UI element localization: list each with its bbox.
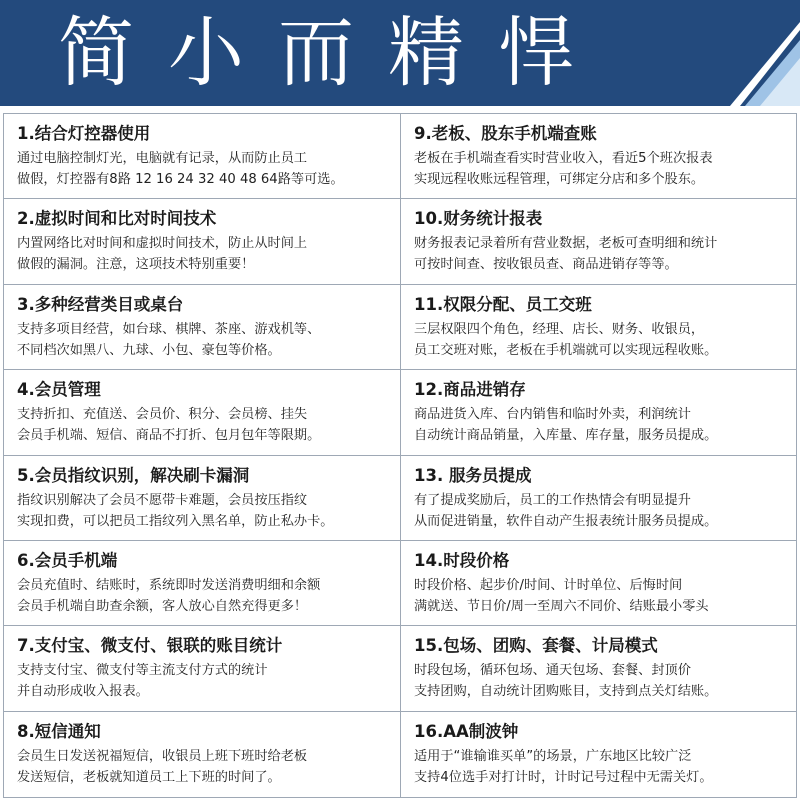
feature-description-line: 会员生日发送祝福短信，收银员上班下班时给老板 bbox=[17, 748, 308, 764]
feature-title: 14.时段价格 bbox=[414, 550, 510, 570]
feature-cell bbox=[401, 199, 797, 284]
feature-description-line: 满就送、节日价/周一至周六不同价、结账最小零头 bbox=[414, 598, 709, 614]
feature-title: 5.会员指纹识别，解决刷卡漏洞 bbox=[17, 465, 250, 485]
feature-description-line: 做假的漏洞。注意，这项技术特别重要！ bbox=[17, 257, 255, 273]
feature-description-line: 会员手机端、短信、商品不打折、包月包年等限期。 bbox=[17, 428, 321, 444]
feature-description-line: 财务报表记录着所有营业数据，老板可查明细和统计 bbox=[414, 236, 718, 252]
feature-cell bbox=[401, 541, 797, 626]
feature-description-line: 员工交班对账，老板在手机端就可以实现远程收账。 bbox=[414, 342, 718, 358]
feature-cell bbox=[4, 114, 401, 199]
feature-description bbox=[414, 148, 787, 190]
feature-description bbox=[17, 490, 390, 532]
feature-cell bbox=[4, 199, 401, 284]
feature-title: 10.财务统计报表 bbox=[414, 209, 543, 229]
feature-description bbox=[17, 575, 390, 617]
feature-description-line: 三层权限四个角色，经理、店长、财务、收银员， bbox=[414, 321, 705, 337]
feature-description-line: 支持多项目经营，如台球、棋牌、茶座、游戏机等、 bbox=[17, 321, 321, 337]
feature-title: 15.包场、团购、套餐、计局模式 bbox=[414, 636, 658, 656]
feature-cell bbox=[401, 370, 797, 455]
feature-description-line: 内置网络比对时间和虚拟时间技术，防止从时间上 bbox=[17, 236, 308, 252]
feature-description-line: 时段包场，循环包场、通天包场、套餐、封顶价 bbox=[414, 663, 691, 679]
feature-title: 13. 服务员提成 bbox=[414, 465, 532, 485]
feature-description bbox=[414, 660, 787, 702]
feature-title: 1.结合灯控器使用 bbox=[17, 124, 151, 143]
feature-description-line: 适用于“谁输谁买单”的场景，广东地区比较广泛 bbox=[414, 748, 692, 764]
feature-description-line: 支持团购，自动统计团购账目，支持到点关灯结账。 bbox=[414, 684, 718, 700]
feature-description bbox=[17, 660, 390, 702]
feature-cell bbox=[401, 285, 797, 370]
feature-description bbox=[17, 148, 390, 190]
feature-description-line: 可按时间查、按收银员查、商品进销存等等。 bbox=[414, 257, 678, 273]
feature-title: 16.AA制波钟 bbox=[414, 721, 519, 741]
feature-title: 2.虚拟时间和比对时间技术 bbox=[17, 209, 217, 229]
feature-cell bbox=[4, 712, 401, 797]
feature-description bbox=[414, 490, 787, 532]
feature-cell bbox=[401, 626, 797, 711]
feature-description-line: 商品进货入库、台内销售和临时外卖，利润统计 bbox=[414, 407, 691, 423]
feature-title: 8.短信通知 bbox=[17, 721, 101, 741]
feature-description-line: 指纹识别解决了会员不愿带卡难题，会员按压指纹 bbox=[17, 492, 308, 508]
feature-cell bbox=[4, 285, 401, 370]
feature-description-line: 发送短信，老板就知道员工上下班的时间了。 bbox=[17, 769, 281, 785]
feature-description bbox=[17, 233, 390, 275]
feature-description bbox=[414, 746, 787, 788]
feature-description-line: 有了提成奖励后，员工的工作热情会有明显提升 bbox=[414, 492, 691, 508]
feature-description-line: 通过电脑控制灯光，电脑就有记录，从而防止员工 bbox=[17, 151, 308, 166]
feature-description-line: 从而促进销量，软件自动产生报表统计服务员提成。 bbox=[414, 513, 718, 529]
feature-description-line: 支持支付宝、微支付等主流支付方式的统计 bbox=[17, 663, 268, 679]
feature-description bbox=[17, 746, 390, 788]
corner-triangle-graphic bbox=[690, 0, 800, 106]
feature-description bbox=[414, 319, 787, 361]
feature-cell bbox=[4, 541, 401, 626]
feature-description-line: 时段价格、起步价/时间、计时单位、后悔时间 bbox=[414, 577, 683, 593]
feature-description bbox=[17, 319, 390, 361]
feature-description-line: 实现扣费，可以把员工指纹列入黑名单，防止私办卡。 bbox=[17, 513, 334, 529]
feature-description bbox=[414, 404, 787, 446]
feature-cell bbox=[401, 712, 797, 797]
feature-title: 3.多种经营类目或桌台 bbox=[17, 294, 184, 314]
feature-cell bbox=[401, 114, 797, 199]
page-title: 简小而精悍 bbox=[58, 8, 608, 97]
feature-title: 12.商品进销存 bbox=[414, 380, 526, 400]
feature-description-line: 老板在手机端查看实时营业收入，看近5个班次报表 bbox=[414, 151, 713, 166]
feature-title: 11.权限分配、员工交班 bbox=[414, 294, 592, 314]
feature-title: 7.支付宝、微支付、银联的账目统计 bbox=[17, 636, 283, 656]
header-banner bbox=[0, 0, 800, 106]
feature-title: 6.会员手机端 bbox=[17, 550, 118, 570]
feature-description-line: 实现远程收账远程管理，可绑定分店和多个股东。 bbox=[414, 172, 705, 187]
feature-cell bbox=[401, 456, 797, 541]
feature-description bbox=[17, 404, 390, 446]
feature-description-line: 自动统计商品销量，入库量、库存量，服务员提成。 bbox=[414, 428, 718, 444]
feature-description-line: 不同档次如黑八、九球、小包、豪包等价格。 bbox=[17, 342, 281, 358]
feature-description-line: 做假，灯控器有8路 12 16 24 32 40 48 64路等可选。 bbox=[17, 172, 344, 187]
feature-description-line: 支持折扣、充值送、会员价、积分、会员榜、挂失 bbox=[17, 407, 308, 423]
feature-grid bbox=[3, 113, 797, 798]
feature-description bbox=[414, 233, 787, 275]
feature-cell bbox=[4, 626, 401, 711]
feature-cell bbox=[4, 456, 401, 541]
feature-description-line: 并自动形成收入报表。 bbox=[17, 684, 149, 700]
feature-title: 4.会员管理 bbox=[17, 380, 101, 400]
feature-description-line: 会员手机端自助查余额，客人放心自然充得更多！ bbox=[17, 598, 308, 614]
feature-description bbox=[414, 575, 787, 617]
feature-cell bbox=[4, 370, 401, 455]
feature-title: 9.老板、股东手机端查账 bbox=[414, 124, 597, 143]
feature-description-line: 支持4位选手对打计时，计时记号过程中无需关灯。 bbox=[414, 769, 713, 785]
feature-description-line: 会员充值时、结账时，系统即时发送消费明细和余额 bbox=[17, 577, 321, 593]
